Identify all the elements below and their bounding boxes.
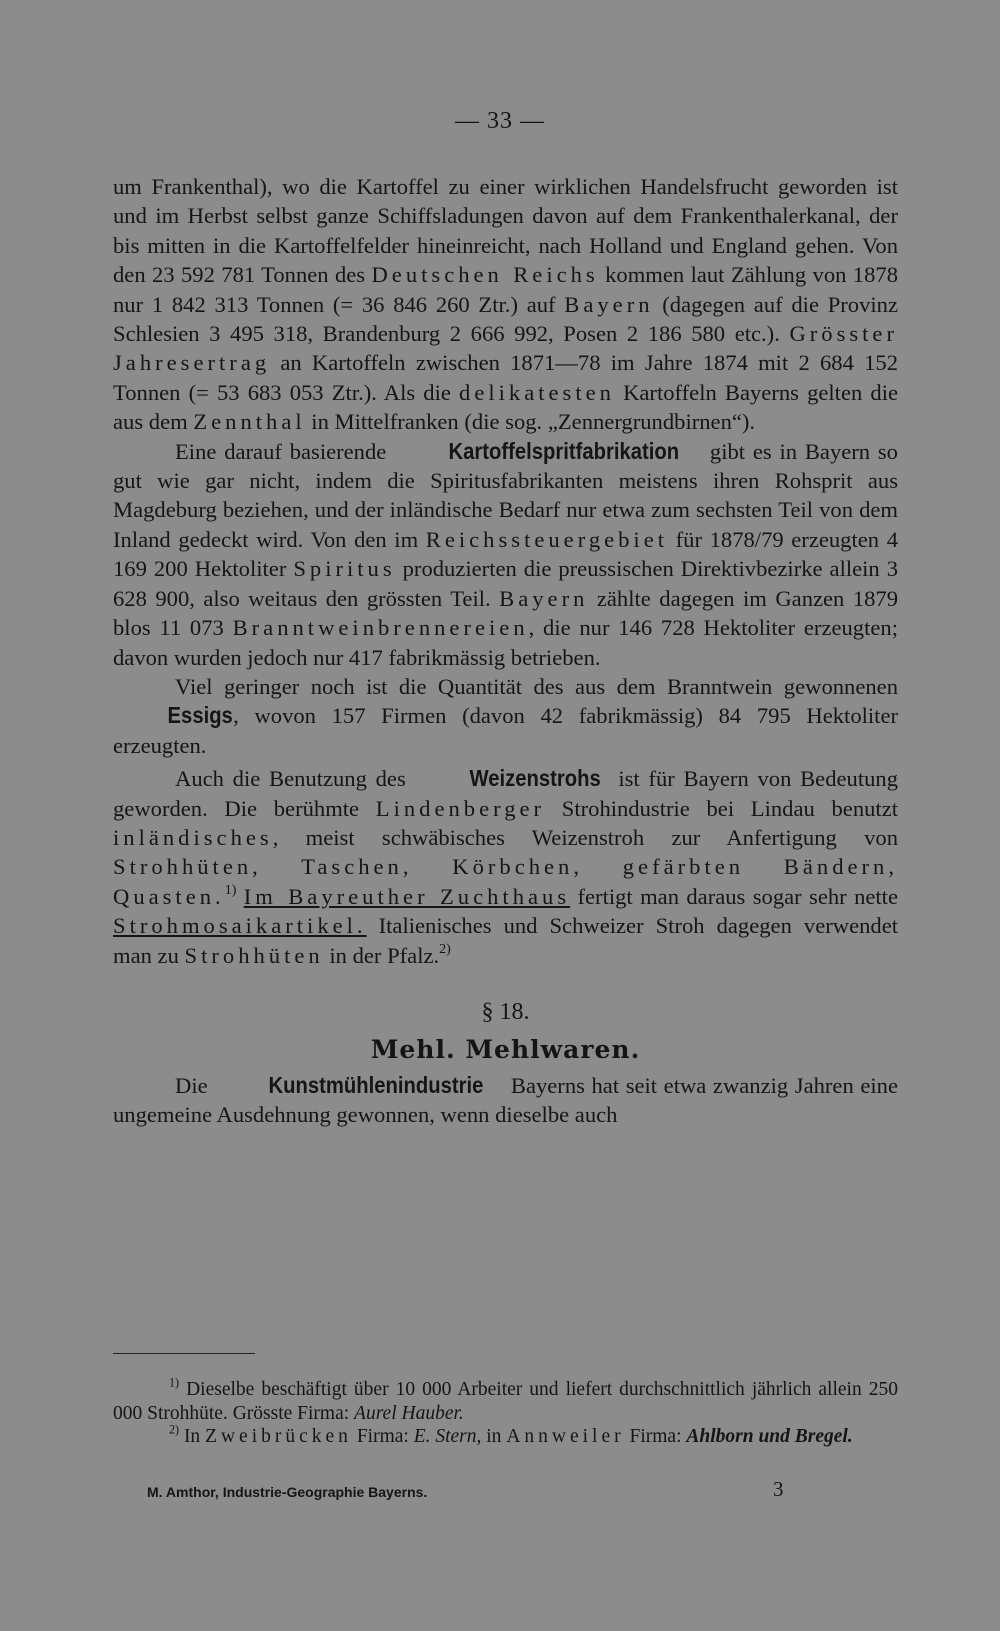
footnote-2: $^{2)}$ In Zweibrücken Firma: E. Stern, in Annweiler Firma: Ahlborn und Bregel. bbox=[169, 1422, 853, 1447]
paragraph-vinegar: Viel geringer noch ist die Quantität des aus dem Branntwein gewonnenen Essigs, wovon 157 Firmen (davon 42 fabrikmässig) 84 795 Hektoliter erzeugten. bbox=[113, 673, 898, 758]
footnote-1: $^{1)}$ Dieselbe beschäftigt über 10 000 Arbeiter und liefert durchschnittlich jährlich allein 250 000 Strohhüte. Grösste Firma: Aurel Hauber. bbox=[113, 1375, 898, 1424]
footnote-ref-2: 2) bbox=[439, 941, 451, 957]
paragraph-mills: Die Kunstmühlenindustrie Bayerns hat seit etwa zwanzig Jahren eine ungemeine Ausdehnung gewonnen, wenn dieselbe auch bbox=[113, 1071, 898, 1128]
footnote-divider bbox=[113, 1353, 255, 1354]
page-number: — 33 — bbox=[455, 108, 545, 134]
footnotes bbox=[113, 1375, 898, 1449]
main-text bbox=[113, 172, 898, 1130]
keyword-weizenstrohs: Weizenstrohs bbox=[469, 765, 601, 792]
section-title: Mehl. Mehlwaren. bbox=[370, 1035, 641, 1065]
section-number: § 18. bbox=[481, 998, 530, 1025]
keyword-spritfabrikation: Kartoffelspritfabrikation bbox=[448, 437, 680, 464]
footnote-ref-1: 1) bbox=[224, 882, 237, 898]
paragraph-spirits: Eine darauf basierende Kartoffelspritfabrikation gibt es in Bayern so gut wie gar nicht, indem die Spiritusfabrikanten meistens ihren Rohsprit aus Magdeburg beziehen, und der inländische Bedarf nur etwa zum sechsten Teil von dem Inland gedeckt wird. Von den im Reichssteuergebiet für 1878/79 erzeugten 4 169 200 Hektoliter Spiritus produzierten die preussischen Direktivbezirke allein 3 628 900, also weitaus den grössten Teil. Bayern zählte dagegen im Ganzen 1879 blos 11 073 Branntweinbrennereien, die nur 146 728 Hektoliter erzeugten; davon wurden jedoch nur 417 fabrikmässig betrieben. bbox=[113, 437, 899, 670]
paragraph-straw: Auch die Benutzung des Weizenstrohs ist für Bayern von Bedeutung geworden. Die berühmte Lindenberger Strohindustrie bei Lindau benutzt inländisches, meist schwäbisches Weizenstroh zur Anfertigung von Strohhüten, Taschen, Körbchen, gefärbten Bändern, Quasten.$^{1)}$ Im Bayreuther Zuchthaus fertigt man daraus sogar sehr nette Strohmosaikartikel. Italienisches und Schweizer Stroh dagegen verwendet man zu Strohhüten in der Pfalz.$^{2)}$ bbox=[113, 765, 898, 968]
keyword-kunstmuehlenindustrie: Kunstmühlenindustrie bbox=[268, 1071, 484, 1098]
paragraph-potatoes: um Frankenthal), wo die Kartoffel zu einer wirklichen Handelsfrucht geworden ist und im Herbst selbst ganze Schiffsladungen davon auf dem Frankenthalerkanal, der bis mitten in die Kartoffelfelder hineinreicht, nach Holland und England gehen. Von den 23 592 781 Tonnen des Deutschen Reichs kommen laut Zählung von 1878 nur 1 842 313 Tonnen (= 36 846 260 Ztr.) auf Bayern (dagegen auf die Provinz Schlesien 3 495 318, Brandenburg 2 666 992, Posen 2 186 580 etc.). Grösster Jahresertrag an Kartoffeln zwischen 1871—78 im Jahre 1874 mit 2 684 152 Tonnen (= 53 683 053 Ztr.). Als die delikatesten Kartoffeln Bayerns gelten die aus dem Zennthal in Mittelfranken (die sog. „Zennergrundbirnen“). bbox=[113, 174, 899, 435]
signature-mark: 3 bbox=[773, 1477, 784, 1501]
printer-imprint: M. Amthor, Industrie-Geographie Bayerns. bbox=[147, 1484, 428, 1500]
keyword-essigs: Essigs bbox=[167, 702, 233, 729]
